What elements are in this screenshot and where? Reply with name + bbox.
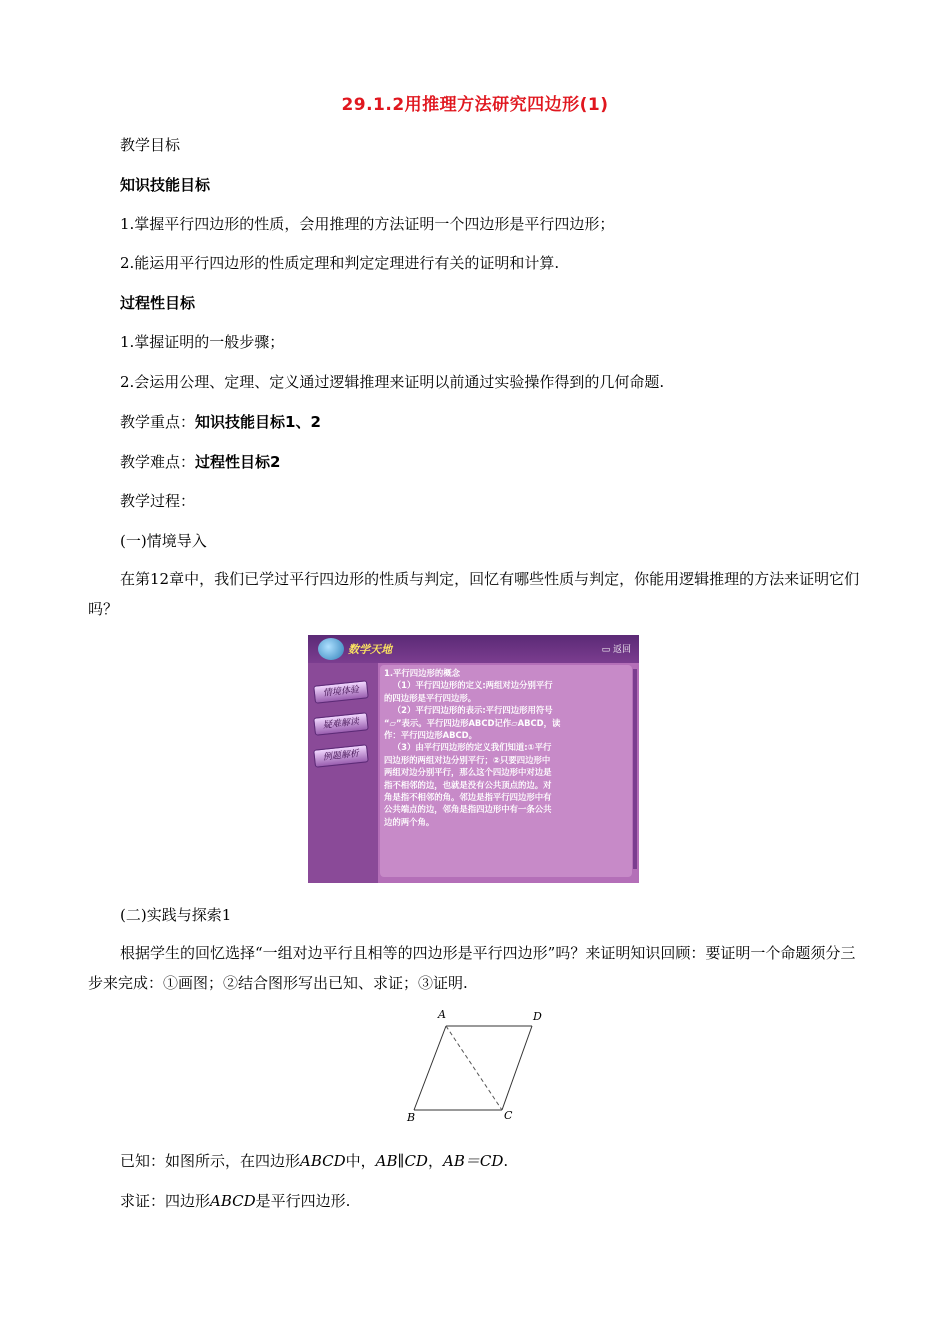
- difficulty: [120, 451, 280, 472]
- slide-content-panel: [380, 665, 632, 877]
- slide-content-text: 1.平行四边形的概念 （1）平行四边形的定义:两组对边分别平行 的四边形是平行四边形。 （2）平行四边形的表示:平行四边形用符号 “▱”表示。平行四边形ABCD记作▱ABCD，读 作：平行四边形ABCD。 （3）由平行四边形的定义我们知道:①平行 四边形的两组对边分别平行；②只要四边形中 两组对边分别平行，那么这个四边形中对边是 指不相邻的边，也就是没有公共顶点的边。对 角是指不相邻的角。邻边是指平行四边形中有 公共端点的边，邻角是指四边形中有一条公共 边的两个角。: [384, 668, 561, 827]
- slide-title: 数学天地: [348, 643, 392, 656]
- key-point: [120, 411, 321, 432]
- knowledge-item-1: 1.掌握平行四边形的性质，会用推理的方法证明一个四边形是平行四边形；: [120, 215, 615, 233]
- given-mid: 中，: [345, 1152, 376, 1170]
- slide-button-2: 疑难解读: [313, 712, 369, 736]
- section1-paragraph: 在第12章中，我们已学过平行四边形的性质与判定，回忆有哪些性质与判定，你能用逻辑推理的方法来证明它们吗？: [88, 570, 860, 618]
- prove-suffix: 是平行四边形.: [255, 1192, 351, 1210]
- slide-back-button: ▭ 返回: [601, 645, 631, 655]
- knowledge-item-2: 2.能运用平行四边形的性质定理和判定定理进行有关的证明和计算.: [120, 254, 560, 272]
- given-statement: [120, 1150, 508, 1171]
- key-point-value: 知识技能目标1、2: [195, 413, 321, 431]
- slide-image: [308, 635, 639, 883]
- prove-prefix: 求证：四边形: [120, 1192, 211, 1210]
- prove-statement: [120, 1190, 350, 1211]
- process-item-1: 1.掌握证明的一般步骤；: [120, 333, 285, 351]
- prove-quad: ABCD: [210, 1192, 256, 1210]
- slide-button-1: 情境体验: [313, 680, 369, 704]
- section2-paragraph: 根据学生的回忆选择“一组对边平行且相等的四边形是平行四边形”吗？来证明知识回顾：要证明一个命题须分三步来完成：①画图；②结合图形写出已知、求证；③证明.: [88, 944, 856, 992]
- parallelogram-figure: [404, 1008, 554, 1127]
- slide-scrollbar: [633, 669, 637, 869]
- parallelogram-diagram: [404, 1012, 554, 1127]
- teaching-goals-label: 教学目标: [120, 136, 181, 154]
- given-rel1: AB∥CD: [375, 1152, 428, 1170]
- vertex-label-d: D: [533, 1010, 542, 1023]
- vertex-label-b: B: [407, 1111, 416, 1124]
- vertex-label-a: A: [438, 1008, 446, 1021]
- slide-button-3: 例题解析: [313, 744, 369, 768]
- given-prefix: 已知：如图所示，在四边形: [120, 1152, 301, 1170]
- difficulty-value: 过程性目标2: [195, 453, 281, 471]
- slide-sidebar: [308, 663, 378, 883]
- section2-heading: (二)实践与探索1: [120, 906, 232, 924]
- document-title: 29.1.2用推理方法研究四边形(1): [341, 95, 609, 115]
- slide-header: [308, 635, 639, 663]
- section1-heading: (一)情境导入: [120, 532, 207, 550]
- key-point-label: 教学重点：: [120, 413, 196, 431]
- process-heading: 过程性目标: [120, 294, 196, 312]
- vertex-label-c: C: [504, 1109, 513, 1122]
- globe-icon: [318, 638, 344, 660]
- process-label: 教学过程：: [120, 492, 196, 510]
- knowledge-heading: 知识技能目标: [120, 176, 211, 194]
- given-comma: ，: [427, 1152, 443, 1170]
- given-quad: ABCD: [300, 1152, 346, 1170]
- given-end: .: [503, 1152, 509, 1170]
- process-item-2: 2.会运用公理、定理、定义通过逻辑推理来证明以前通过实验操作得到的几何命题.: [120, 373, 665, 391]
- difficulty-label: 教学难点：: [120, 453, 196, 471]
- given-rel2: AB＝CD: [442, 1152, 504, 1170]
